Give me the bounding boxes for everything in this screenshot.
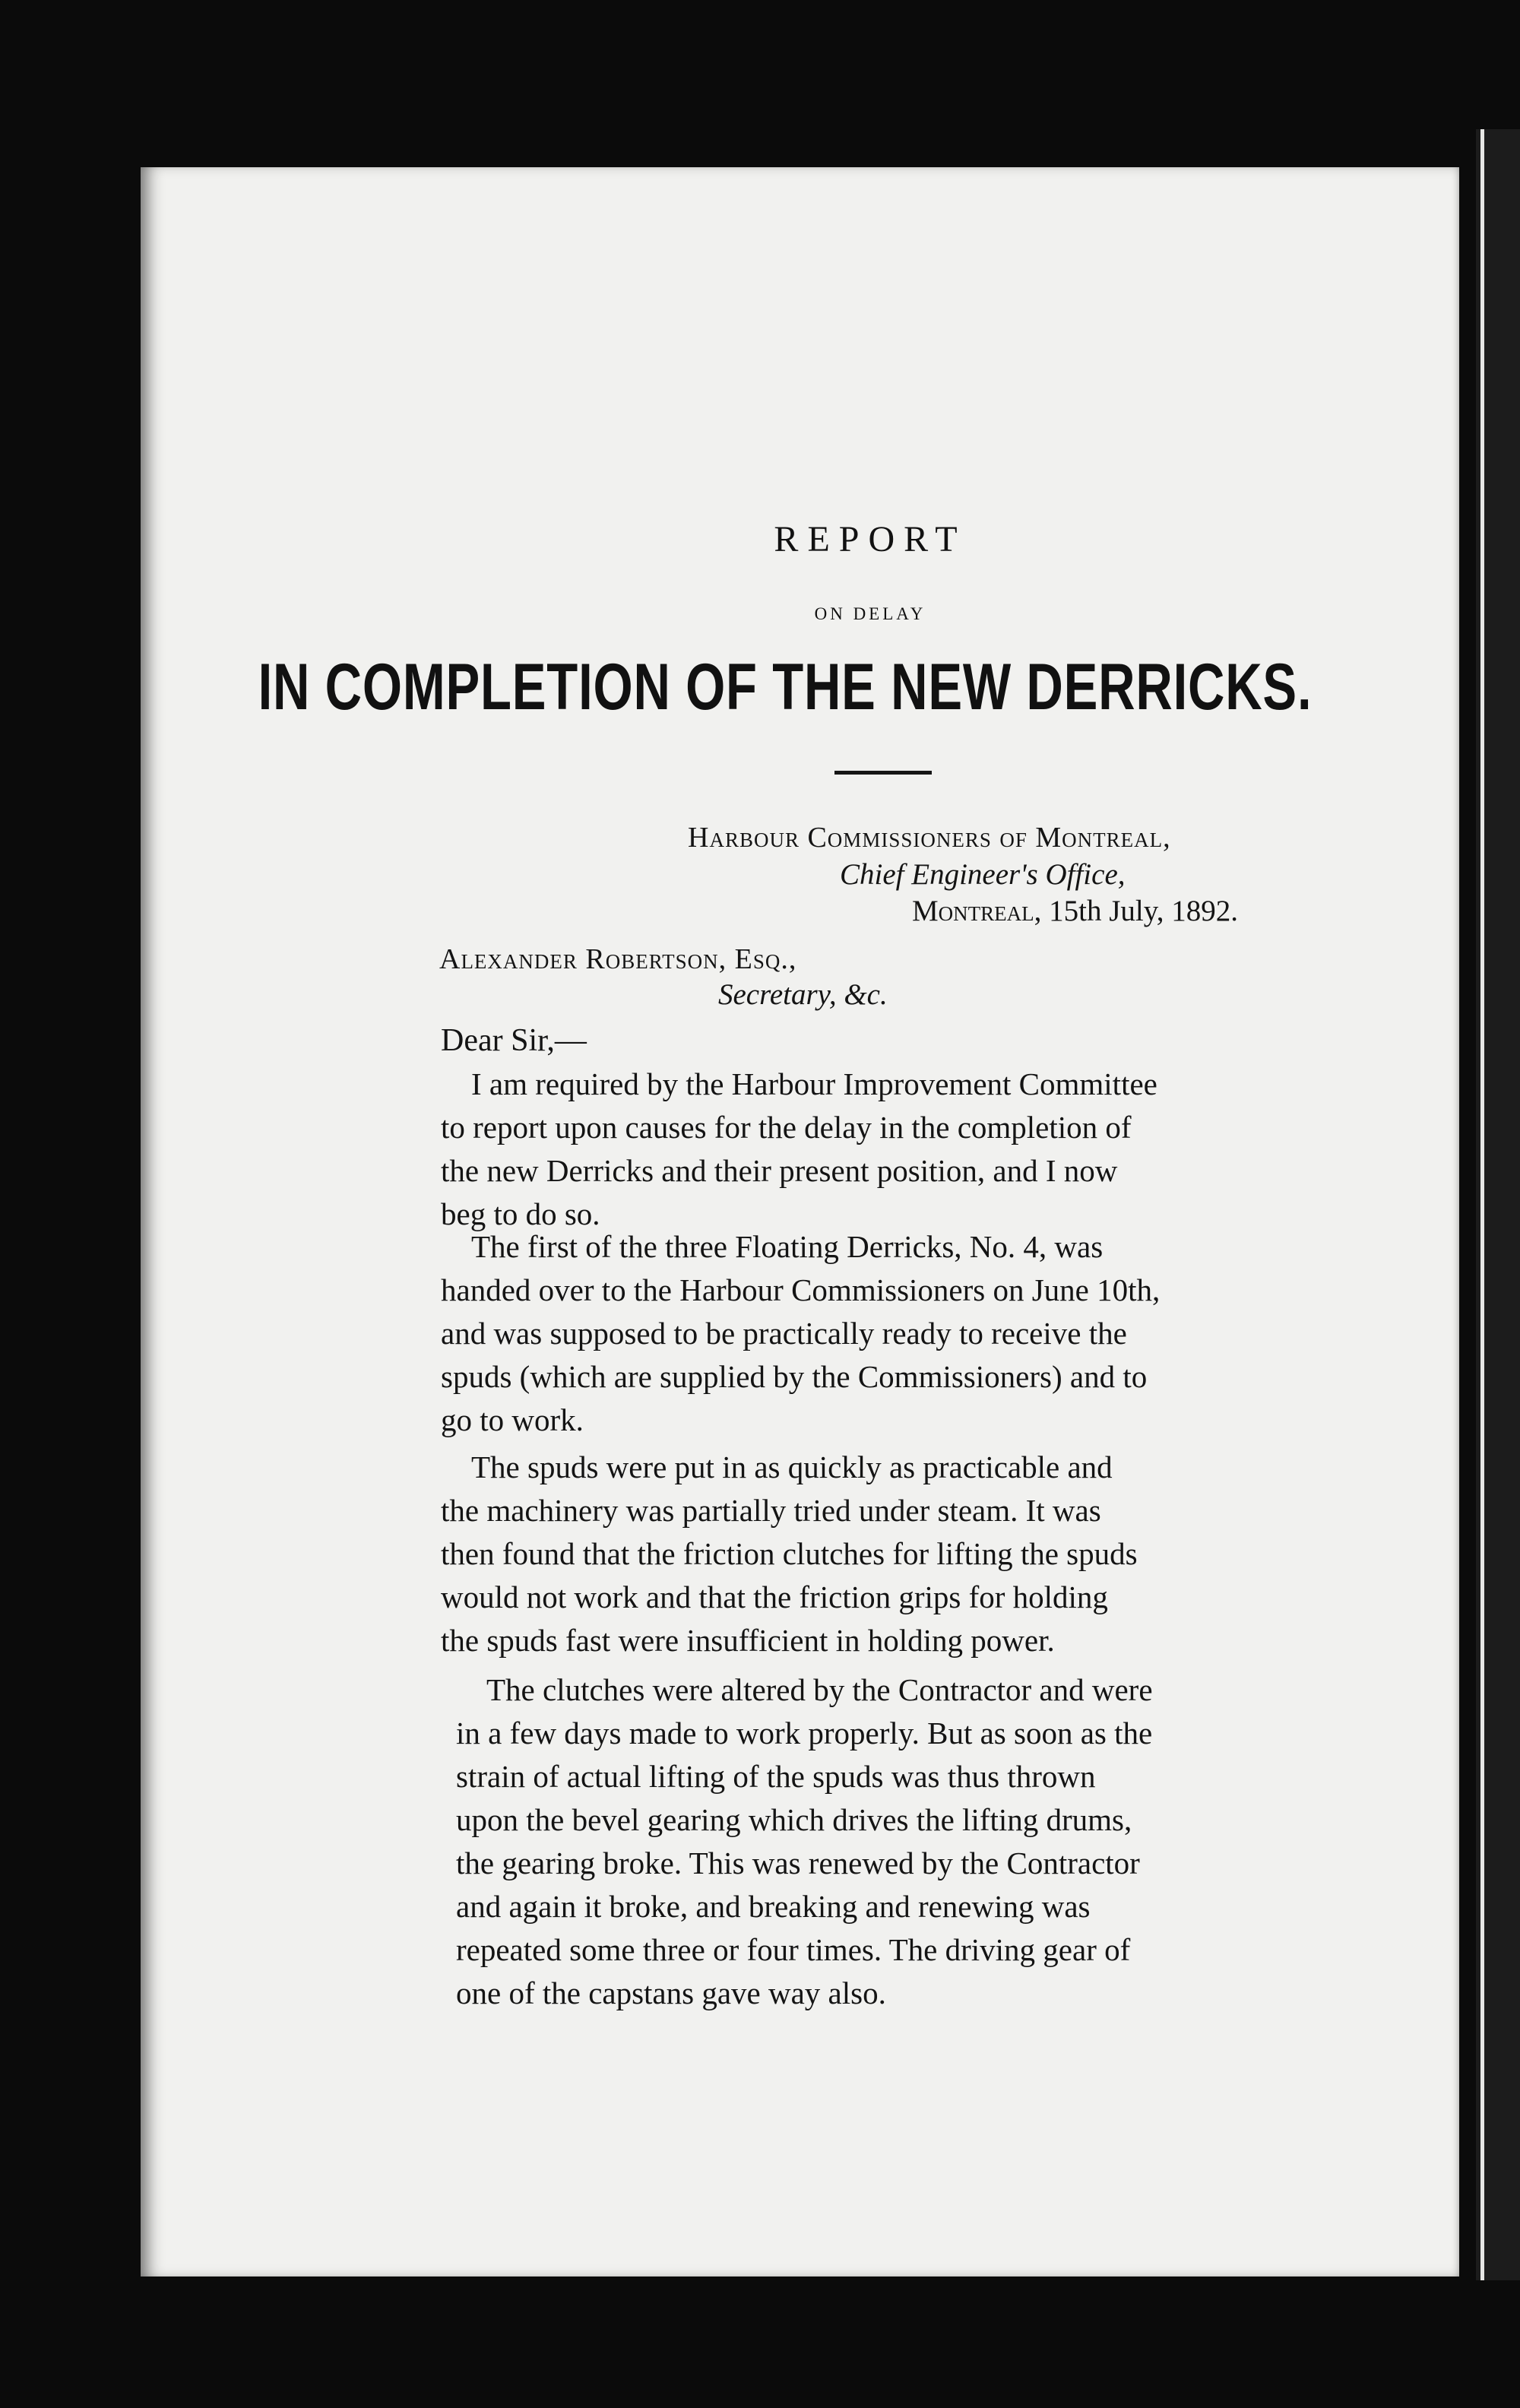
sender-office: Chief Engineer's Office, bbox=[840, 858, 1126, 891]
paragraph-line: in a few days made to work properly. But as soon as the bbox=[456, 1716, 1153, 1751]
adjacent-page-edge bbox=[1476, 129, 1520, 2280]
recipient-name: Alexander Robertson, Esq., bbox=[439, 943, 797, 975]
document-title: IN COMPLETION OF THE NEW DERRICKS. bbox=[258, 651, 1313, 724]
paragraph-2 bbox=[441, 1225, 1338, 1442]
paragraph-line: upon the bevel gearing which drives the lifting drums, bbox=[456, 1802, 1132, 1837]
paragraph-4 bbox=[456, 1668, 1353, 2015]
paragraph-line: I am required by the Harbour Improvement Committee bbox=[471, 1066, 1157, 1101]
title-divider bbox=[834, 771, 932, 775]
paragraph-line: strain of actual lifting of the spuds was thus thrown bbox=[456, 1759, 1096, 1794]
paragraph-line: the gearing broke. This was renewed by the Contractor bbox=[456, 1846, 1140, 1880]
paragraph-line: The first of the three Floating Derricks, No. 4, was bbox=[471, 1229, 1104, 1264]
paragraph-line: to report upon causes for the delay in the completion of bbox=[441, 1110, 1132, 1145]
report-heading: REPORT bbox=[774, 519, 967, 559]
paragraph-line: the new Derricks and their present position, and I now bbox=[441, 1153, 1118, 1188]
paragraph-line: the machinery was partially tried under steam. It was bbox=[441, 1493, 1101, 1528]
sender-organization: Harbour Commissioners of Montreal, bbox=[688, 822, 1171, 854]
sender-place: Montreal, bbox=[912, 895, 1042, 927]
paragraph-line: handed over to the Harbour Commissioners on June 10th, bbox=[441, 1272, 1161, 1307]
paragraph-line: beg to do so. bbox=[441, 1196, 600, 1231]
paragraph-line: would not work and that the friction grips for holding bbox=[441, 1579, 1108, 1614]
recipient-title: Secretary, &c. bbox=[718, 978, 888, 1011]
paragraph-line: The clutches were altered by the Contractor and were bbox=[486, 1672, 1153, 1707]
paragraph-line: and again it broke, and breaking and renewing was bbox=[456, 1889, 1091, 1924]
letter-date: 15th July, 1892. bbox=[1049, 895, 1238, 927]
on-delay-subheading: ON DELAY bbox=[814, 604, 926, 623]
paragraph-3 bbox=[441, 1446, 1338, 1662]
paragraph-line: and was supposed to be practically ready to receive the bbox=[441, 1316, 1127, 1351]
sender-place-date bbox=[912, 894, 1238, 928]
paragraph-line: spuds (which are supplied by the Commissioners) and to bbox=[441, 1359, 1148, 1394]
paragraph-line: the spuds fast were insufficient in holding power. bbox=[441, 1623, 1055, 1658]
paragraph-line: The spuds were put in as quickly as practicable and bbox=[471, 1450, 1113, 1484]
paragraph-line: repeated some three or four times. The driving gear of bbox=[456, 1932, 1131, 1967]
paragraph-line: go to work. bbox=[441, 1402, 584, 1437]
paragraph-line: one of the capstans gave way also. bbox=[456, 1976, 886, 2010]
salutation: Dear Sir,— bbox=[441, 1023, 587, 1058]
paragraph-1 bbox=[441, 1063, 1338, 1236]
paragraph-line: then found that the friction clutches for lifting the spuds bbox=[441, 1536, 1138, 1571]
